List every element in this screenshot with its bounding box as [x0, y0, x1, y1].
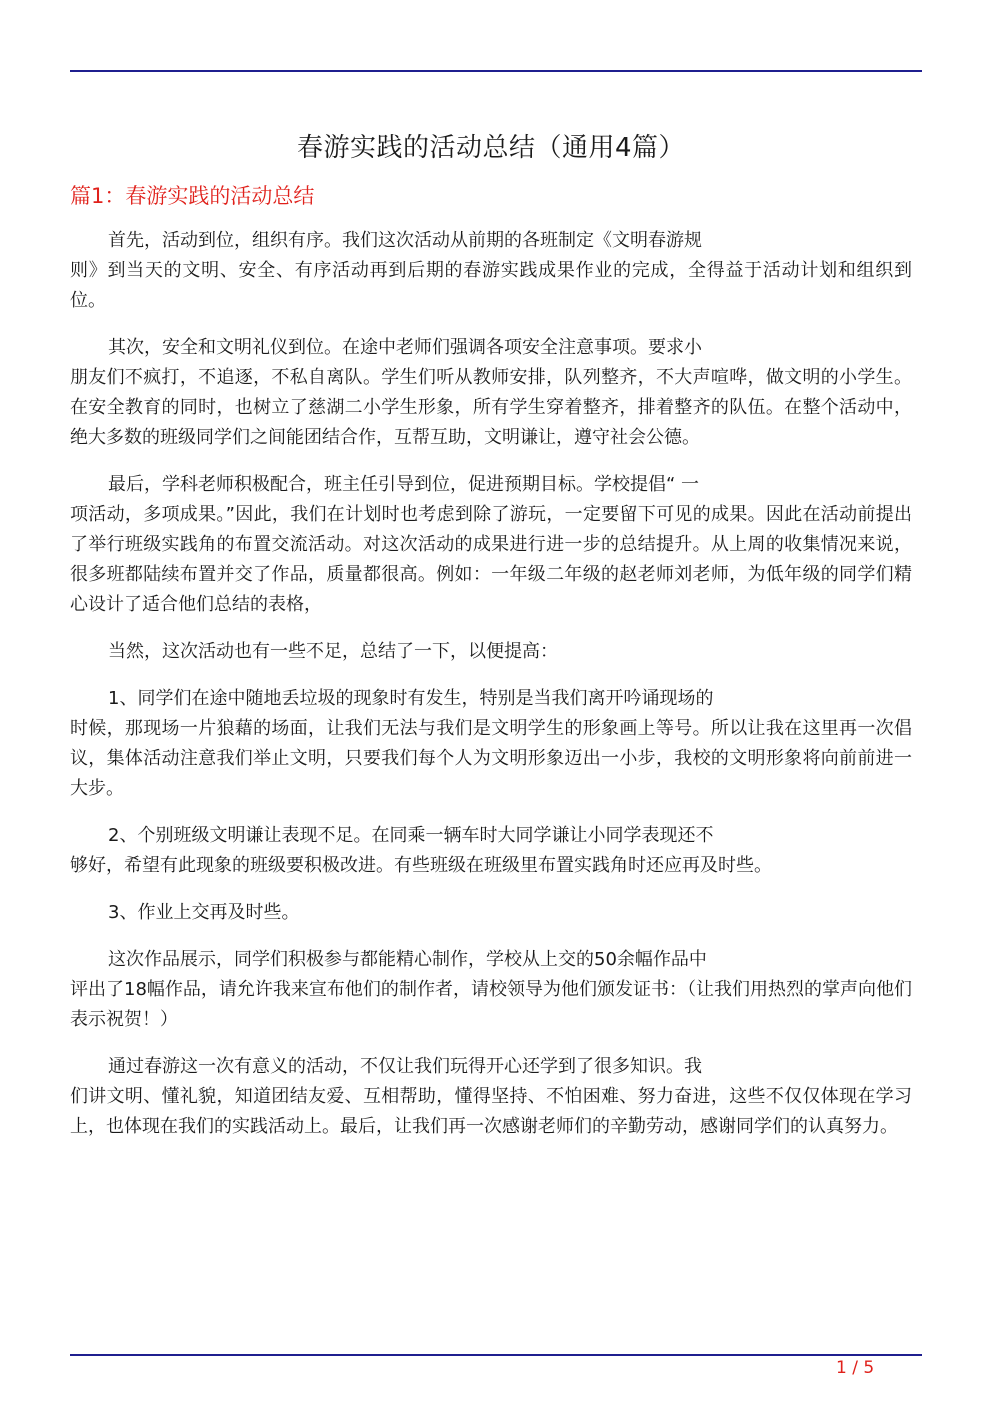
header-rule [70, 70, 922, 72]
page-number: 1 / 5 [836, 1358, 875, 1378]
paragraph-body: 够好，希望有此现象的班级要积极改进。有些班级在班级里布置实践角时还应再及时些。 [70, 855, 772, 876]
paragraph-first-line: 首先，活动到位，组织有序。我们这次活动从前期的各班制定《文明春游规 [108, 230, 702, 251]
paragraph-first-line: 其次，安全和文明礼仪到位。在途中老师们强调各项安全注意事项。要求小 [108, 337, 702, 358]
paragraph-body: 评出了18幅作品，请允许我来宣布他们的制作者，请校领导为他们颁发证书：（让我们用热烈的掌声向他们表示祝贺！） [70, 979, 912, 1030]
paragraph [70, 898, 912, 928]
section-heading: 篇1：春游实践的活动总结 [70, 184, 315, 208]
paragraph-first-line: 1、同学们在途中随地丢垃圾的现象时有发生，特别是当我们离开吟诵现场的 [108, 688, 714, 709]
paragraph [70, 226, 912, 316]
document-body [70, 126, 912, 1159]
paragraph-first-line: 这次作品展示，同学们积极参与都能精心制作，学校从上交的50余幅作品中 [108, 949, 707, 970]
paragraph-first-line: 通过春游这一次有意义的活动，不仅让我们玩得开心还学到了很多知识。我 [108, 1056, 702, 1077]
paragraph-body: 朋友们不疯打，不追逐，不私自离队。学生们听从教师安排，队列整齐，不大声喧哗，做文明的小学生。在安全教育的同时，也树立了慈湖二小学生形象，所有学生穿着整齐，排着整齐的队伍。在整个活动中，绝大多数的班级同学们之间能团结合作，互帮互助，文明谦让，遵守社会公德。 [70, 367, 912, 448]
footer-rule [70, 1354, 922, 1356]
paragraph-first-line: 当然，这次活动也有一些不足，总结了一下，以便提高： [108, 641, 558, 662]
paragraph [70, 470, 912, 620]
paragraph-first-line: 最后，学科老师积极配合，班主任引导到位，促进预期目标。学校提倡“ 一 [108, 474, 700, 495]
paragraph [70, 945, 912, 1035]
paragraph [70, 637, 912, 667]
paragraph-first-line: 2、个别班级文明谦让表现不足。在同乘一辆车时大同学谦让小同学表现还不 [108, 825, 714, 846]
paragraph-first-line: 3、作业上交再及时些。 [108, 902, 300, 923]
paragraph [70, 821, 912, 881]
paragraph [70, 333, 912, 453]
paragraph [70, 1052, 912, 1142]
paragraph-body: 们讲文明、懂礼貌，知道团结友爱、互相帮助，懂得坚持、不怕困难、努力奋进，这些不仅仅体现在学习上，也体现在我们的实践活动上。最后，让我们再一次感谢老师们的辛勤劳动，感谢同学们的认真努力。 [70, 1086, 912, 1137]
document-title: 春游实践的活动总结（通用4篇） [296, 133, 686, 163]
paragraph-body: 项活动，多项成果。”因此，我们在计划时也考虑到除了游玩，一定要留下可见的成果。因此在活动前提出了举行班级实践角的布置交流活动。对这次活动的成果进行进一步的总结提升。从上周的收集情况来说，很多班都陆续布置并交了作品，质量都很高。例如：一年级二年级的赵老师刘老师，为低年级的同学们精心设计了适合他们总结的表格， [70, 504, 912, 615]
paragraph-body: 时候，那现场一片狼藉的场面，让我们无法与我们是文明学生的形象画上等号。所以让我在这里再一次倡议，集体活动注意我们举止文明，只要我们每个人为文明形象迈出一小步，我校的文明形象将向前前进一大步。 [70, 718, 912, 799]
paragraph [70, 684, 912, 804]
paragraph-body: 则》到当天的文明、安全、有序活动再到后期的春游实践成果作业的完成，全得益于活动计划和组织到位。 [70, 260, 912, 311]
